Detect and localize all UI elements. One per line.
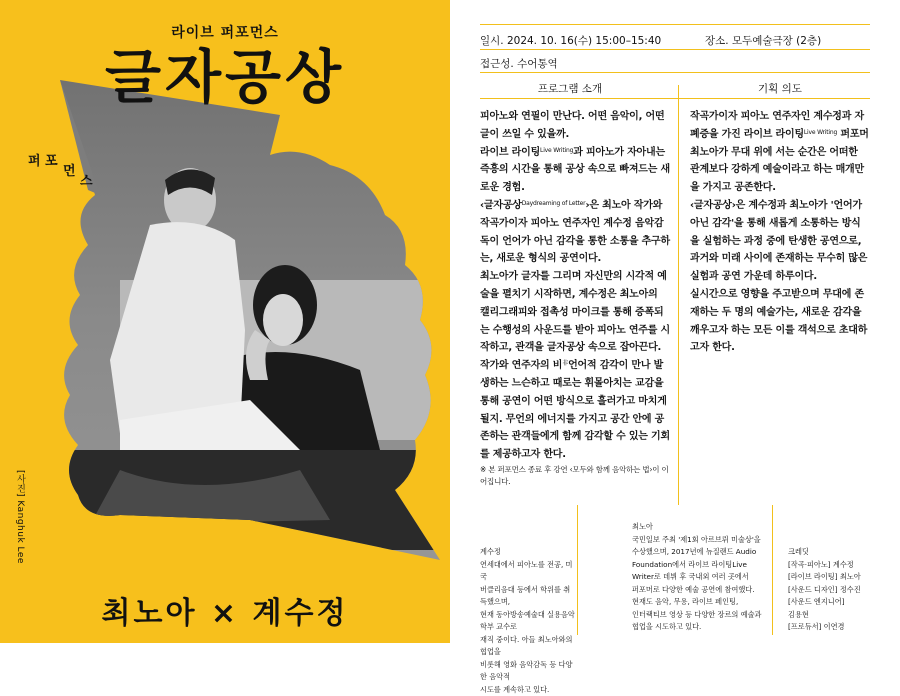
poster-title: 글자공상 — [0, 45, 450, 109]
intent-body — [690, 108, 870, 357]
text-line: Writer로 데뷔 후 국내외 여러 곳에서 — [632, 571, 772, 584]
datetime: 일시. 2024. 10. 16(수) 15:00–15:40 — [480, 33, 661, 48]
text-line: 김용현 — [788, 609, 878, 622]
paragraph: 실시간으로 영향을 주고받으며 무대에 존재하는 두 명의 예술가는, 새로운 감각을 깨우고자 하는 모든 이를 객석으로 초대하고자 한다. — [690, 286, 870, 357]
bio-choi — [632, 521, 772, 634]
text-line: [사운드 엔지니어] — [788, 596, 878, 609]
text-line: 버클리음대 등에서 학위를 취득했으며, — [480, 584, 575, 609]
credits — [788, 546, 878, 634]
text-line: 연세대에서 피아노를 전공, 미국 — [480, 559, 575, 584]
vertical-label-char: 먼 — [63, 160, 76, 179]
text-line: [프로듀서] 이연경 — [788, 621, 878, 634]
text-line: 인터랙티브 영상 등 다양한 장르의 예술과 — [632, 609, 772, 622]
paragraph: ‹글자공상›은 계수정과 최노아가 '언어가 아닌 감각'을 통해 새롭게 소통하는 방식을 실험하는 과정 중에 탄생한 공연으로, 과거와 미래 사이에 존재하는 무수히 많은 실험과 공연 가운데 하루이다. — [690, 197, 870, 286]
paragraph: 작곡가이자 피아노 연주자인 계수정과 자폐증을 가진 라이브 라이팅$^{Live Writing}$ 퍼포머 최노아가 무대 위에 서는 순간은 어떠한 관계보다 강하게 예술이라고 하는 매개만을 가지고 공존한다. — [690, 108, 870, 197]
text-line: [사운드 디자인] 정수진 — [788, 584, 878, 597]
text-line: 퍼포머로 다양한 예술 공연에 참여했다. — [632, 584, 772, 597]
paragraph: 작가와 연주자의 비$^非$언어적 감각이 만나 발생하는 느슨하고 때로는 휘몰아치는 교감을 통해 공연이 어떤 방식으로 흘러가고 마치게 될지. 무언의 에너지를 가지고 공간 안에 공존하는 관객들에게 함께 감각할 수 있는 기회를 제공하고자 한다. — [480, 357, 670, 464]
text-line: [라이브 라이팅] 최노아 — [788, 571, 878, 584]
bio-gye — [480, 546, 575, 696]
paragraph: ‹글자공상$^{Daydreaming of Letter}$›은 최노아 작가와 작곡가이자 피아노 연주자인 계수정 음악감독이 언어가 아닌 감각을 통한 소통을 추구하는, 새로운 형식의 공연이다. — [480, 197, 670, 268]
text-line: 크레딧 — [788, 546, 878, 559]
vertical-label-char: 포 — [45, 150, 58, 169]
text-line: 비롯해 영화 음악감독 등 다양한 음악적 — [480, 659, 575, 684]
program-body — [480, 108, 670, 488]
info-panel — [450, 0, 900, 643]
vertical-label-char: 스 — [80, 170, 93, 189]
text-line: 협업을 시도하고 있다. — [632, 621, 772, 634]
text-line: 국민일보 주최 '제1회 아르브뤼 미술상'을 — [632, 534, 772, 547]
intent-header: 기획 의도 — [690, 81, 870, 96]
accessibility: 접근성. 수어통역 — [480, 56, 558, 71]
column-divider — [678, 85, 679, 505]
venue: 장소. 모두예술극장 (2층) — [705, 33, 821, 48]
text-line: 현재 동아방송예술대 실용음악학부 교수로 — [480, 609, 575, 634]
divider — [480, 24, 870, 25]
divider — [480, 49, 870, 50]
bio-gye-title: 계수정 — [480, 546, 575, 559]
vertical-label-char: 퍼 — [28, 150, 41, 169]
paragraph: 라이브 라이팅$^{Live Writing}$과 피아노가 자아내는 즉흥의 시간을 통해 공상 속으로 빠져드는 새로운 경험. — [480, 144, 670, 197]
text-line: 시도를 계속하고 있다. — [480, 684, 575, 696]
performers-title: 최노아 × 계수정 — [0, 588, 450, 632]
program-note: ※ 본 퍼포먼스 종료 후 강연 ‹모두와 함께 음악하는 법›이 이어집니다. — [480, 464, 670, 488]
photo-credit: [사진] Kanghuk Lee — [14, 470, 27, 564]
program-header: 프로그램 소개 — [480, 81, 660, 96]
text-line: 수상했으며, 2017년에 뉴질랜드 Audio — [632, 546, 772, 559]
poster-panel — [0, 0, 450, 643]
bio-choi-title: 최노아 — [632, 521, 772, 534]
column-divider — [577, 505, 578, 635]
text-line: Foundation에서 라이브 라이팅Live — [632, 559, 772, 572]
column-divider — [772, 505, 773, 635]
paragraph: 피아노와 연필이 만난다. 어떤 음악이, 어떤 글이 쓰일 수 있을까. — [480, 108, 670, 144]
divider — [480, 98, 870, 99]
divider — [480, 72, 870, 73]
text-line: [작곡·피아노] 계수정 — [788, 559, 878, 572]
text-line: 현재도 음악, 무용, 라이브 페인팅, — [632, 596, 772, 609]
text-line: 재직 중이다. 아들 최노아와의 협업을 — [480, 634, 575, 659]
poster-subtitle: 라이브 퍼포먼스 — [0, 22, 450, 42]
paragraph: 최노아가 글자를 그리며 자신만의 시각적 예술을 펼치기 시작하면, 계수정은 최노아의 캘리그래피와 접촉성 마이크를 통해 증폭되는 수행성의 사운드를 받아 피아노 연주를 시작하고, 관객을 글자공상 속으로 잡아끈다. — [480, 268, 670, 357]
